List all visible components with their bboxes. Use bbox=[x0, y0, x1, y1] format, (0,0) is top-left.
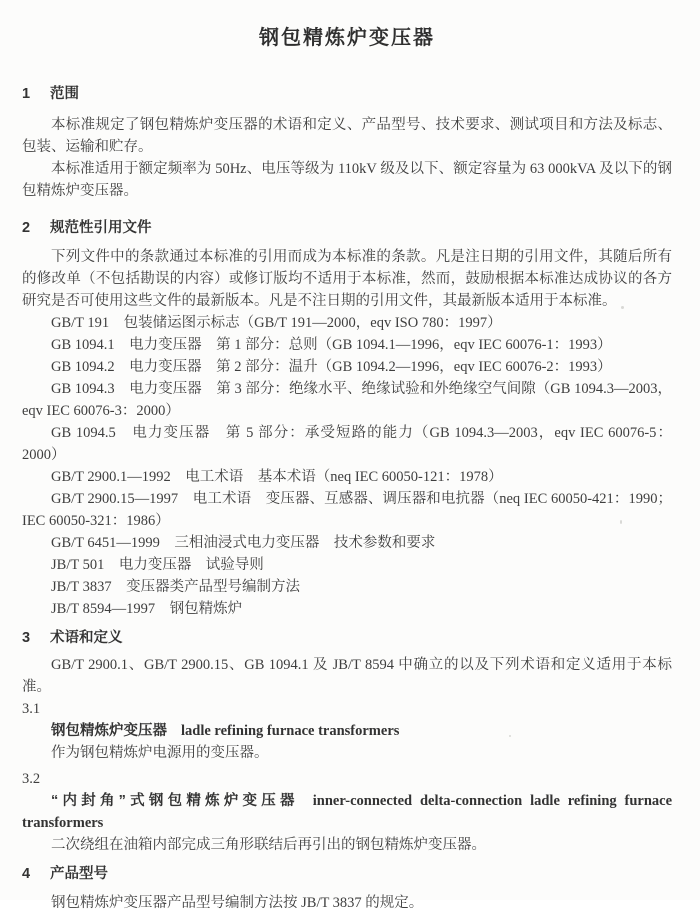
section-heading-terms-definitions bbox=[22, 628, 672, 648]
terms-intro-paragraph: GB/T 2900.1、GB/T 2900.15、GB 1094.1 及 JB/T 8594 中确立的以及下列术语和定义适用于本标准。 bbox=[22, 657, 672, 695]
section-heading-scope bbox=[22, 84, 672, 104]
term-number: 3.2 bbox=[22, 771, 41, 787]
reference-item: JB/T 8594—1997 钢包精炼炉 bbox=[51, 601, 243, 617]
scope-paragraph: 本标准适用于额定频率为 50Hz、电压等级为 110kV 级及以下、额定容量为 63 000kVA 及以下的钢包精炼炉变压器。 bbox=[22, 161, 672, 199]
section-number: 4 bbox=[22, 866, 31, 882]
scan-speck bbox=[621, 306, 624, 309]
section-number: 1 bbox=[22, 86, 31, 102]
section-heading-text: 产品型号 bbox=[50, 866, 108, 882]
term-block bbox=[22, 698, 672, 764]
reference-item: GB 1094.1 电力变压器 第 1 部分：总则（GB 1094.1—1996，eqv IEC 60076-1：1993） bbox=[51, 337, 612, 353]
term-english: inner-connected delta-connection ladle refining furnace transformers bbox=[22, 793, 672, 831]
section-heading-product-model bbox=[22, 864, 672, 884]
references-intro-paragraph: 下列文件中的条款通过本标准的引用而成为本标准的条款。凡是注日期的引用文件，其随后所有的修改单（不包括勘误的内容）或修订版均不适用于本标准，然而，鼓励根据本标准达成协议的各方研究是否可使用这些文件的最新版本。凡是不注日期的引用文件，其最新版本适用于本标准。 bbox=[22, 249, 672, 309]
reference-list bbox=[22, 312, 672, 620]
reference-item: GB 1094.2 电力变压器 第 2 部分：温升（GB 1094.2—1996，eqv IEC 60076-2：1993） bbox=[51, 359, 612, 375]
reference-item: GB 1094.5 电力变压器 第 5 部分：承受短路的能力（GB 1094.3—2003，eqv IEC 60076-5：2000） bbox=[22, 425, 672, 463]
document-title: 钢包精炼炉变压器 bbox=[259, 27, 435, 49]
term-chinese: “内封角”式钢包精炼炉变压器 bbox=[51, 793, 299, 809]
reference-item: JB/T 501 电力变压器 试验导则 bbox=[51, 557, 264, 573]
section-heading-text: 规范性引用文件 bbox=[50, 220, 152, 236]
section-number: 3 bbox=[22, 630, 31, 646]
reference-item: GB/T 6451—1999 三相油浸式电力变压器 技术参数和要求 bbox=[51, 535, 436, 551]
term-title bbox=[22, 790, 672, 834]
scan-speck bbox=[509, 735, 511, 737]
term-definition: 二次绕组在油箱内部完成三角形联结后再引出的钢包精炼炉变压器。 bbox=[51, 837, 486, 853]
scope-paragraph: 本标准规定了钢包精炼炉变压器的术语和定义、产品型号、技术要求、测试项目和方法及标志、包装、运输和贮存。 bbox=[22, 117, 672, 155]
reference-item: GB/T 191 包装储运图示标志（GB/T 191—2000，eqv ISO 780：1997） bbox=[51, 315, 502, 331]
section-heading-normative-references bbox=[22, 218, 672, 238]
reference-item: GB/T 2900.15—1997 电工术语 变压器、互感器、调压器和电抗器（neq IEC 60050-421：1990；IEC 60050-321：1986） bbox=[22, 491, 672, 529]
section-heading-text: 术语和定义 bbox=[50, 630, 123, 646]
reference-item: GB 1094.3 电力变压器 第 3 部分：绝缘水平、绝缘试验和外绝缘空气间隙（GB 1094.3—2003，eqv IEC 60076-3：2000） bbox=[22, 381, 672, 419]
product-model-paragraph: 钢包精炼炉变压器产品型号编制方法按 JB/T 3837 的规定。 bbox=[51, 895, 424, 911]
term-title bbox=[22, 720, 672, 742]
section-number: 2 bbox=[22, 220, 31, 236]
term-block bbox=[22, 768, 672, 856]
scan-speck bbox=[620, 520, 622, 524]
reference-item: JB/T 3837 变压器类产品型号编制方法 bbox=[51, 579, 301, 595]
section-heading-text: 范围 bbox=[50, 86, 79, 102]
term-english: ladle refining furnace transformers bbox=[181, 723, 400, 739]
term-definition: 作为钢包精炼炉电源用的变压器。 bbox=[51, 745, 269, 761]
reference-item: GB/T 2900.1—1992 电工术语 基本术语（neq IEC 60050-121：1978） bbox=[51, 469, 503, 485]
term-chinese: 钢包精炼炉变压器 bbox=[51, 723, 167, 739]
term-number: 3.1 bbox=[22, 701, 41, 717]
